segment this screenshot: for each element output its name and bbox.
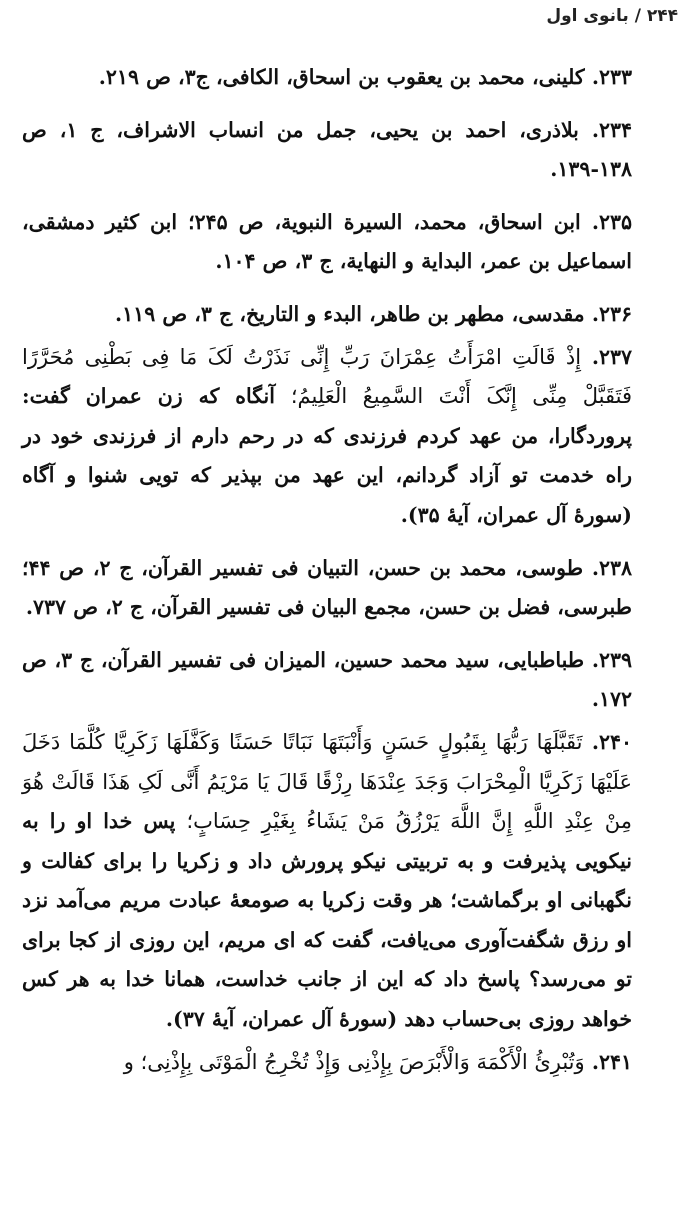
note-text: طوسی، محمد بن حسن، التبیان فی تفسیر القرآن، ج ۲، ص ۴۴؛ طبرسی، فضل بن حسن، مجمع البیان فی تفسیر القرآن، ج ۲، ص ۷۳۷. — [22, 555, 632, 620]
running-header — [546, 6, 678, 26]
endnote-239 — [22, 641, 632, 720]
endnote-234 — [22, 111, 632, 190]
note-text: آنگاه که زن عمران گفت: پروردگارا، من عهد کردم فرزندی که در رحم دارم از فرزندی خود در راه خدمت تو آزاد گردانم، این عهد من بپذیر که تویی شنوا و آگاه (سورۀ آل عمران، آیۀ ۳۵). — [22, 384, 632, 527]
quran-verse: إِذْ قَالَتِ امْرَأَتُ عِمْرَانَ رَبِّ إِنِّی نَذَرْتُ لَکَ مَا فِی بَطْنِی مُحَرَّرًا فَتَقَبَّلْ مِنِّی إِنَّکَ أَنْتَ السَّمِیعُ الْعَلِیمُ؛ — [22, 344, 633, 409]
note-number: ۲۴۱. — [591, 1049, 632, 1074]
endnote-235 — [22, 203, 632, 282]
page-number: ۲۴۴ — [646, 6, 678, 26]
note-number: ۲۴۰. — [591, 729, 632, 754]
note-text: ابن اسحاق، محمد، السیرة النبویة، ص ۲۴۵؛ ابن کثیر دمشقی، اسماعیل بن عمر، البدایة و النهایة، ج ۳، ص ۱۰۴. — [22, 209, 632, 274]
endnote-233 — [22, 58, 632, 98]
endnote-236 — [22, 295, 632, 335]
endnotes-list — [22, 58, 632, 1085]
note-number: ۲۳۷. — [591, 344, 632, 369]
quran-verse: تَقَبَّلَهَا رَبُّهَا بِقَبُولٍ حَسَنٍ وَأَنْبَتَهَا نَبَاتًا حَسَنًا وَکَفَّلَهَا زَکَرِیَّا کُلَّمَا دَخَلَ عَلَیْهَا زَکَرِیَّا الْمِحْرَابَ وَجَدَ عِنْدَهَا رِزْقًا قَالَ یَا مَرْیَمُ أَنَّى لَکِ هَذَا قَالَتْ هُوَ مِنْ عِنْدِ اللَّهِ إِنَّ اللَّهَ یَرْزُقُ مَنْ یَشَاءُ بِغَیْرِ حِسَابٍ؛ — [22, 729, 633, 834]
note-number: ۲۳۶. — [591, 301, 632, 326]
note-text: طباطبایی، سید محمد حسین، المیزان فی تفسیر القرآن، ج ۳، ص ۱۷۲. — [22, 647, 632, 712]
endnote-241 — [22, 1043, 632, 1083]
endnote-237 — [22, 338, 632, 536]
note-text: مقدسی، مطهر بن طاهر، البدء و التاریخ، ج ۳، ص ۱۱۹. — [115, 301, 585, 326]
note-text: بلاذری، احمد بن یحیی، جمل من انساب الاشراف، ج ۱، ص ۱۳۸-۱۳۹. — [22, 117, 632, 182]
note-number: ۲۳۹. — [591, 647, 633, 672]
note-number: ۲۳۳. — [591, 65, 632, 89]
note-text: کلینی، محمد بن یعقوب بن اسحاق، الکافی، ج۳، ص ۲۱۹. — [98, 65, 585, 89]
header-separator: / — [634, 6, 641, 26]
note-number: ۲۳۸. — [591, 555, 633, 580]
quran-verse: وَتُبْرِئُ الْأَکْمَهَ وَالْأَبْرَصَ بِإِذْنِی وَإِذْ تُخْرِجُ الْمَوْتَى بِإِذْنِی؛ و — [123, 1049, 585, 1074]
note-number: ۲۳۴. — [591, 117, 632, 142]
endnote-238 — [22, 549, 632, 628]
note-text: پس خدا او را به نیکویی پذیرفت و به تربیتی نیکو پرورش داد و زکریا را برای کفالت و نگهبانی او برگماشت؛ هر وقت زکریا به صومعۀ عبادت مریم می‌آمد نزد او رزق شگفت‌آوری می‌یافت، گفت که ای مریم، این روزی از کجا برای تو می‌رسد؟ پاسخ داد که این از جانب خداست، همانا خدا به هر کس خواهد روزی بی‌حساب دهد (سورۀ آل عمران، آیۀ ۳۷). — [22, 809, 632, 1032]
endnote-240 — [22, 723, 632, 1040]
note-number: ۲۳۵. — [591, 209, 632, 234]
book-title: بانوی اول — [546, 6, 629, 26]
